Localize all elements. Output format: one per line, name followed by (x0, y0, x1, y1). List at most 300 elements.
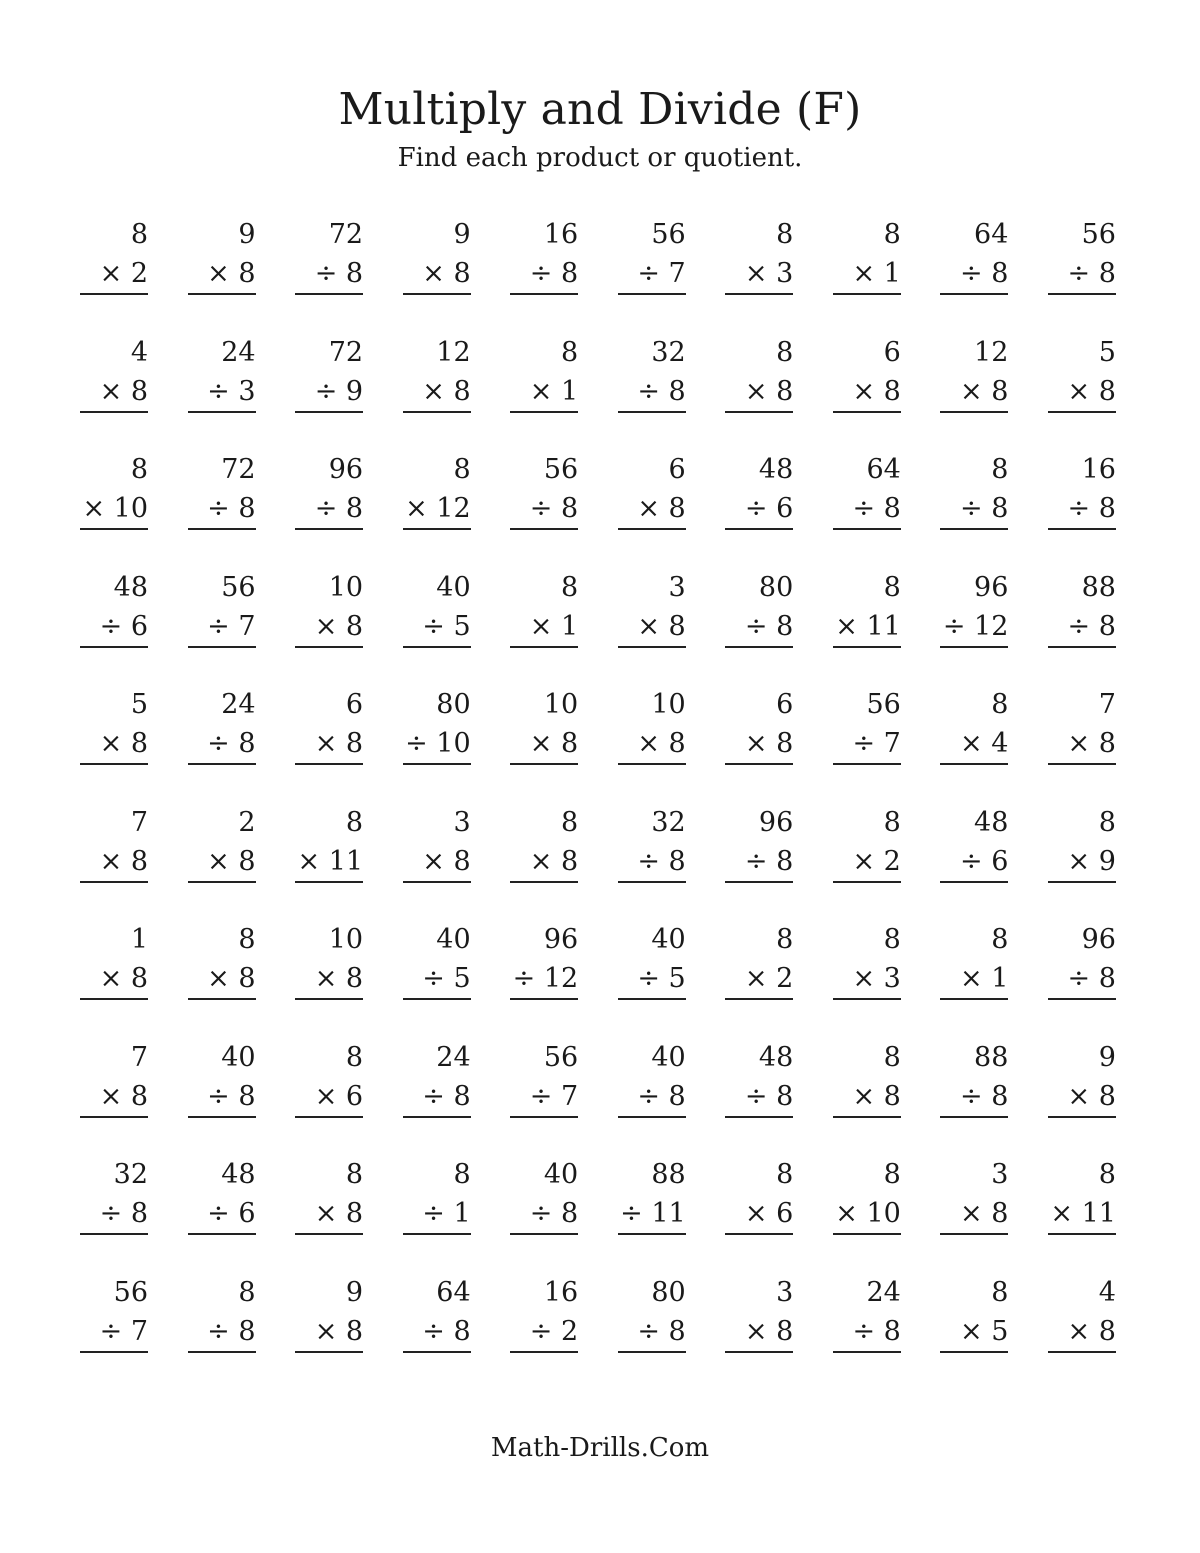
problem-6-3 (295, 803, 363, 883)
problem-operator-operand: ÷ 8 (618, 1077, 686, 1118)
problem-top-number: 32 (651, 806, 686, 838)
problem-1-1 (80, 215, 148, 295)
problem-operator-operand: ÷ 8 (725, 607, 793, 648)
problem-top-number: 56 (866, 689, 901, 720)
problem-8-3 (295, 1038, 363, 1118)
problem-top-number: 40 (436, 924, 471, 955)
problem-9-10 (1048, 1155, 1116, 1235)
problem-operator-operand: ÷ 8 (940, 254, 1008, 295)
problem-top-number: 12 (974, 336, 1009, 368)
problem-top-number: 72 (328, 219, 364, 250)
problem-top-number: 8 (776, 336, 794, 368)
problem-6-5 (510, 803, 578, 883)
problem-operator-operand: × 8 (510, 842, 578, 883)
problem-operator-operand: × 8 (295, 1312, 363, 1353)
problem-operator-operand: × 11 (295, 842, 363, 883)
problem-top-number: 80 (651, 1276, 686, 1308)
problem-operator-operand: × 8 (403, 254, 471, 295)
problem-8-1 (80, 1038, 148, 1118)
problem-top-number: 56 (1081, 219, 1116, 250)
problem-operator-operand: ÷ 8 (188, 1312, 256, 1353)
problem-8-4 (403, 1038, 471, 1118)
problem-operator-operand: × 11 (833, 607, 901, 648)
problem-operator-operand: ÷ 8 (510, 1194, 578, 1235)
problem-10-6 (618, 1273, 686, 1353)
problem-5-9 (940, 685, 1008, 765)
problem-operator-operand: × 8 (295, 959, 363, 1000)
problem-operator-operand: × 10 (833, 1194, 901, 1235)
problem-top-number: 1 (130, 924, 148, 955)
problem-top-number: 8 (453, 454, 471, 485)
problem-top-number: 72 (221, 454, 256, 485)
problem-6-7 (725, 803, 793, 883)
problem-4-5 (510, 568, 578, 648)
problem-5-5 (510, 685, 578, 765)
problem-top-number: 8 (345, 1159, 364, 1190)
problem-top-number: 40 (651, 924, 686, 955)
problem-1-9 (940, 215, 1008, 295)
problem-top-number: 8 (776, 924, 794, 955)
problem-operator-operand: × 1 (940, 959, 1008, 1000)
problem-9-6 (618, 1155, 686, 1235)
problem-operator-operand: × 8 (80, 372, 148, 413)
footer-site-name: Math-Drills.Com (490, 1433, 710, 1463)
problem-3-10 (1048, 450, 1116, 530)
problem-2-8 (833, 333, 901, 413)
problem-top-number: 32 (651, 336, 686, 368)
problem-operator-operand: ÷ 1 (403, 1194, 471, 1235)
problem-operator-operand: × 12 (403, 489, 471, 530)
problem-operator-operand: × 8 (403, 842, 471, 883)
problem-2-5 (510, 333, 578, 413)
problem-operator-operand: × 8 (80, 1077, 148, 1118)
problem-9-5 (510, 1155, 578, 1235)
problem-5-7 (725, 685, 793, 765)
problem-operator-operand: × 8 (1048, 372, 1116, 413)
problem-6-6 (618, 803, 686, 883)
problem-operator-operand: ÷ 12 (940, 607, 1008, 648)
problem-4-7 (725, 568, 793, 648)
problem-top-number: 24 (866, 1276, 901, 1308)
problem-top-number: 96 (758, 806, 794, 838)
problem-operator-operand: ÷ 7 (618, 254, 686, 295)
problem-top-number: 7 (1098, 689, 1116, 720)
problem-top-number: 88 (651, 1159, 686, 1190)
problem-7-5 (510, 920, 578, 1000)
problem-top-number: 3 (776, 1276, 794, 1308)
problem-operator-operand: × 8 (295, 724, 363, 765)
problem-6-10 (1048, 803, 1116, 883)
problem-top-number: 9 (453, 219, 471, 250)
problem-top-number: 8 (561, 571, 579, 603)
problem-operator-operand: ÷ 8 (940, 489, 1008, 530)
problem-7-7 (725, 920, 793, 1000)
problem-operator-operand: ÷ 8 (725, 1077, 793, 1118)
problem-3-2 (188, 450, 256, 530)
problem-operator-operand: ÷ 8 (1048, 959, 1116, 1000)
problem-operator-operand: ÷ 8 (188, 1077, 256, 1118)
problem-top-number: 5 (130, 689, 148, 720)
problem-5-1 (80, 685, 148, 765)
problem-top-number: 56 (113, 1276, 148, 1308)
problem-top-number: 6 (345, 689, 364, 720)
problem-top-number: 10 (328, 924, 364, 955)
problem-top-number: 56 (651, 219, 686, 250)
problem-2-4 (403, 333, 471, 413)
problem-1-10 (1048, 215, 1116, 295)
problem-operator-operand: × 8 (80, 842, 148, 883)
problem-top-number: 48 (758, 1041, 794, 1073)
problem-top-number: 56 (543, 454, 579, 485)
problem-top-number: 96 (974, 571, 1009, 603)
problem-top-number: 8 (130, 219, 148, 250)
problem-2-9 (940, 333, 1008, 413)
problem-4-8 (833, 568, 901, 648)
problem-operator-operand: ÷ 8 (1048, 489, 1116, 530)
problem-8-5 (510, 1038, 578, 1118)
problem-1-5 (510, 215, 578, 295)
problem-10-8 (833, 1273, 901, 1353)
problem-operator-operand: ÷ 5 (403, 959, 471, 1000)
problem-top-number: 3 (453, 806, 471, 838)
problem-top-number: 88 (1081, 571, 1116, 603)
problem-6-4 (403, 803, 471, 883)
problem-operator-operand: ÷ 7 (80, 1312, 148, 1353)
problem-operator-operand: ÷ 8 (940, 1077, 1008, 1118)
problem-operator-operand: ÷ 8 (295, 254, 363, 295)
problem-operator-operand: × 8 (618, 489, 686, 530)
problem-9-8 (833, 1155, 901, 1235)
problem-operator-operand: ÷ 2 (510, 1312, 578, 1353)
problem-top-number: 96 (543, 924, 579, 955)
problem-top-number: 8 (561, 336, 579, 368)
problem-top-number: 8 (991, 924, 1009, 955)
problem-top-number: 24 (221, 336, 256, 368)
problem-operator-operand: × 8 (80, 959, 148, 1000)
problem-8-7 (725, 1038, 793, 1118)
problem-5-2 (188, 685, 256, 765)
problem-top-number: 10 (651, 689, 686, 720)
problem-3-5 (510, 450, 578, 530)
problem-operator-operand: × 8 (510, 724, 578, 765)
problem-top-number: 8 (561, 806, 579, 838)
problem-3-6 (618, 450, 686, 530)
problem-3-7 (725, 450, 793, 530)
problem-top-number: 9 (345, 1276, 364, 1308)
problem-operator-operand: × 2 (725, 959, 793, 1000)
problem-6-2 (188, 803, 256, 883)
problem-2-2 (188, 333, 256, 413)
problem-operator-operand: ÷ 8 (833, 1312, 901, 1353)
problem-top-number: 7 (130, 1041, 148, 1073)
problem-9-7 (725, 1155, 793, 1235)
problem-top-number: 8 (883, 924, 901, 955)
problem-operator-operand: × 5 (940, 1312, 1008, 1353)
problem-4-1 (80, 568, 148, 648)
problem-3-3 (295, 450, 363, 530)
problem-top-number: 8 (883, 571, 901, 603)
problem-4-2 (188, 568, 256, 648)
problem-operator-operand: × 8 (188, 254, 256, 295)
problem-10-1 (80, 1273, 148, 1353)
problem-10-5 (510, 1273, 578, 1353)
problem-10-3 (295, 1273, 363, 1353)
problem-top-number: 64 (436, 1276, 471, 1308)
problem-operator-operand: × 8 (1048, 1312, 1116, 1353)
problem-top-number: 88 (974, 1041, 1009, 1073)
problem-9-4 (403, 1155, 471, 1235)
problem-operator-operand: × 2 (80, 254, 148, 295)
problem-4-9 (940, 568, 1008, 648)
problem-top-number: 56 (221, 571, 256, 603)
problem-operator-operand: × 6 (725, 1194, 793, 1235)
problem-top-number: 80 (758, 571, 794, 603)
problem-top-number: 8 (776, 219, 794, 250)
problem-operator-operand: ÷ 8 (188, 724, 256, 765)
problem-operator-operand: ÷ 8 (1048, 254, 1116, 295)
problem-1-7 (725, 215, 793, 295)
problem-top-number: 6 (883, 336, 901, 368)
problem-operator-operand: × 8 (403, 372, 471, 413)
problem-top-number: 8 (1098, 806, 1116, 838)
problem-top-number: 4 (1098, 1276, 1116, 1308)
problem-operator-operand: ÷ 11 (618, 1194, 686, 1235)
problem-7-2 (188, 920, 256, 1000)
problem-2-10 (1048, 333, 1116, 413)
problem-9-2 (188, 1155, 256, 1235)
problem-top-number: 2 (238, 806, 256, 838)
problem-4-10 (1048, 568, 1116, 648)
problem-7-4 (403, 920, 471, 1000)
problem-5-6 (618, 685, 686, 765)
problem-4-6 (618, 568, 686, 648)
problem-2-6 (618, 333, 686, 413)
problem-10-7 (725, 1273, 793, 1353)
problem-operator-operand: × 8 (1048, 724, 1116, 765)
problem-10-10 (1048, 1273, 1116, 1353)
problem-top-number: 5 (1098, 336, 1116, 368)
problem-operator-operand: ÷ 7 (188, 607, 256, 648)
problem-9-9 (940, 1155, 1008, 1235)
problem-top-number: 9 (1098, 1041, 1116, 1073)
problem-operator-operand: × 8 (295, 607, 363, 648)
problem-operator-operand: ÷ 8 (403, 1077, 471, 1118)
problem-5-8 (833, 685, 901, 765)
problem-top-number: 8 (991, 454, 1009, 485)
problem-top-number: 64 (974, 219, 1009, 250)
problem-operator-operand: × 8 (833, 1077, 901, 1118)
problem-6-9 (940, 803, 1008, 883)
problem-9-3 (295, 1155, 363, 1235)
problem-operator-operand: ÷ 8 (1048, 607, 1116, 648)
problem-7-1 (80, 920, 148, 1000)
problem-operator-operand: × 8 (80, 724, 148, 765)
problem-operator-operand: × 8 (618, 607, 686, 648)
problem-operator-operand: ÷ 8 (510, 489, 578, 530)
problem-top-number: 24 (436, 1041, 471, 1073)
problem-top-number: 48 (113, 571, 148, 603)
problem-8-9 (940, 1038, 1008, 1118)
problem-top-number: 48 (758, 454, 794, 485)
problem-1-4 (403, 215, 471, 295)
problem-operator-operand: × 8 (725, 1312, 793, 1353)
problem-top-number: 32 (113, 1159, 148, 1190)
problem-8-8 (833, 1038, 901, 1118)
problem-operator-operand: ÷ 8 (833, 489, 901, 530)
problem-operator-operand: × 11 (1048, 1194, 1116, 1235)
problem-7-3 (295, 920, 363, 1000)
problem-8-6 (618, 1038, 686, 1118)
problem-top-number: 16 (543, 219, 579, 250)
problem-top-number: 80 (436, 689, 471, 720)
problem-operator-operand: × 10 (80, 489, 148, 530)
problem-operator-operand: × 8 (618, 724, 686, 765)
problem-operator-operand: ÷ 8 (725, 842, 793, 883)
worksheet-instructions: Find each product or quotient. (397, 143, 803, 173)
problem-top-number: 40 (543, 1159, 579, 1190)
problem-operator-operand: ÷ 6 (188, 1194, 256, 1235)
problem-top-number: 8 (883, 219, 901, 250)
problem-top-number: 64 (866, 454, 901, 485)
problem-7-9 (940, 920, 1008, 1000)
problem-3-1 (80, 450, 148, 530)
problem-top-number: 8 (345, 1041, 364, 1073)
problem-operator-operand: × 4 (940, 724, 1008, 765)
problem-operator-operand: ÷ 8 (80, 1194, 148, 1235)
problem-1-6 (618, 215, 686, 295)
problem-top-number: 7 (130, 806, 148, 838)
problem-2-7 (725, 333, 793, 413)
problem-operator-operand: ÷ 6 (80, 607, 148, 648)
problem-top-number: 3 (991, 1159, 1009, 1190)
problem-5-4 (403, 685, 471, 765)
problem-operator-operand: ÷ 8 (510, 254, 578, 295)
problem-2-1 (80, 333, 148, 413)
problem-2-3 (295, 333, 363, 413)
problem-top-number: 10 (328, 571, 364, 603)
problem-operator-operand: ÷ 8 (188, 489, 256, 530)
problem-6-1 (80, 803, 148, 883)
problem-top-number: 4 (130, 336, 148, 368)
problem-operator-operand: × 8 (940, 372, 1008, 413)
problem-top-number: 24 (221, 689, 256, 720)
problem-top-number: 48 (974, 806, 1009, 838)
problem-top-number: 8 (453, 1159, 471, 1190)
problem-operator-operand: ÷ 5 (618, 959, 686, 1000)
problem-top-number: 8 (991, 1276, 1009, 1308)
problem-top-number: 8 (238, 924, 256, 955)
problem-10-9 (940, 1273, 1008, 1353)
problem-8-10 (1048, 1038, 1116, 1118)
problem-operator-operand: × 8 (833, 372, 901, 413)
problem-1-2 (188, 215, 256, 295)
problem-top-number: 3 (668, 571, 686, 603)
problem-4-3 (295, 568, 363, 648)
problem-top-number: 8 (345, 806, 364, 838)
problem-top-number: 56 (543, 1041, 579, 1073)
problem-top-number: 6 (668, 454, 686, 485)
problem-top-number: 72 (328, 336, 364, 368)
problem-5-10 (1048, 685, 1116, 765)
problem-operator-operand: ÷ 8 (295, 489, 363, 530)
problem-operator-operand: ÷ 8 (618, 1312, 686, 1353)
problem-operator-operand: ÷ 7 (510, 1077, 578, 1118)
problem-top-number: 8 (883, 1041, 901, 1073)
problem-operator-operand: ÷ 9 (295, 372, 363, 413)
problem-operator-operand: × 1 (510, 607, 578, 648)
problem-top-number: 8 (883, 806, 901, 838)
problem-top-number: 96 (328, 454, 364, 485)
problem-operator-operand: × 8 (1048, 1077, 1116, 1118)
problem-8-2 (188, 1038, 256, 1118)
problem-operator-operand: × 8 (188, 842, 256, 883)
problem-top-number: 8 (130, 454, 148, 485)
problem-9-1 (80, 1155, 148, 1235)
problem-10-2 (188, 1273, 256, 1353)
problem-operator-operand: ÷ 6 (725, 489, 793, 530)
problem-operator-operand: × 8 (725, 372, 793, 413)
problem-top-number: 40 (221, 1041, 256, 1073)
problem-3-8 (833, 450, 901, 530)
problem-top-number: 8 (991, 689, 1009, 720)
problem-operator-operand: × 8 (295, 1194, 363, 1235)
problem-top-number: 12 (436, 336, 471, 368)
problem-top-number: 48 (221, 1159, 256, 1190)
problem-top-number: 40 (436, 571, 471, 603)
problem-1-8 (833, 215, 901, 295)
problem-3-9 (940, 450, 1008, 530)
problem-operator-operand: ÷ 12 (510, 959, 578, 1000)
problem-grid (80, 215, 1120, 1390)
problem-top-number: 8 (776, 1159, 794, 1190)
problem-top-number: 8 (1098, 1159, 1116, 1190)
problem-10-4 (403, 1273, 471, 1353)
problem-operator-operand: × 6 (295, 1077, 363, 1118)
problem-operator-operand: ÷ 6 (940, 842, 1008, 883)
problem-top-number: 8 (238, 1276, 256, 1308)
problem-4-4 (403, 568, 471, 648)
problem-operator-operand: × 3 (725, 254, 793, 295)
problem-operator-operand: ÷ 10 (403, 724, 471, 765)
problem-top-number: 9 (238, 219, 256, 250)
problem-3-4 (403, 450, 471, 530)
problem-operator-operand: × 9 (1048, 842, 1116, 883)
problem-top-number: 8 (883, 1159, 901, 1190)
problem-6-8 (833, 803, 901, 883)
problem-operator-operand: × 1 (510, 372, 578, 413)
problem-top-number: 96 (1081, 924, 1116, 955)
problem-operator-operand: ÷ 7 (833, 724, 901, 765)
problem-operator-operand: ÷ 5 (403, 607, 471, 648)
problem-operator-operand: ÷ 3 (188, 372, 256, 413)
problem-7-10 (1048, 920, 1116, 1000)
problem-operator-operand: ÷ 8 (403, 1312, 471, 1353)
problem-7-8 (833, 920, 901, 1000)
problem-operator-operand: × 3 (833, 959, 901, 1000)
problem-operator-operand: ÷ 8 (618, 842, 686, 883)
problem-operator-operand: × 2 (833, 842, 901, 883)
problem-top-number: 10 (543, 689, 579, 720)
problem-top-number: 6 (776, 689, 794, 720)
problem-operator-operand: × 8 (725, 724, 793, 765)
problem-7-6 (618, 920, 686, 1000)
problem-top-number: 40 (651, 1041, 686, 1073)
problem-1-3 (295, 215, 363, 295)
problem-operator-operand: × 8 (940, 1194, 1008, 1235)
problem-5-3 (295, 685, 363, 765)
worksheet-title: Multiply and Divide (F) (338, 84, 862, 135)
problem-operator-operand: × 1 (833, 254, 901, 295)
